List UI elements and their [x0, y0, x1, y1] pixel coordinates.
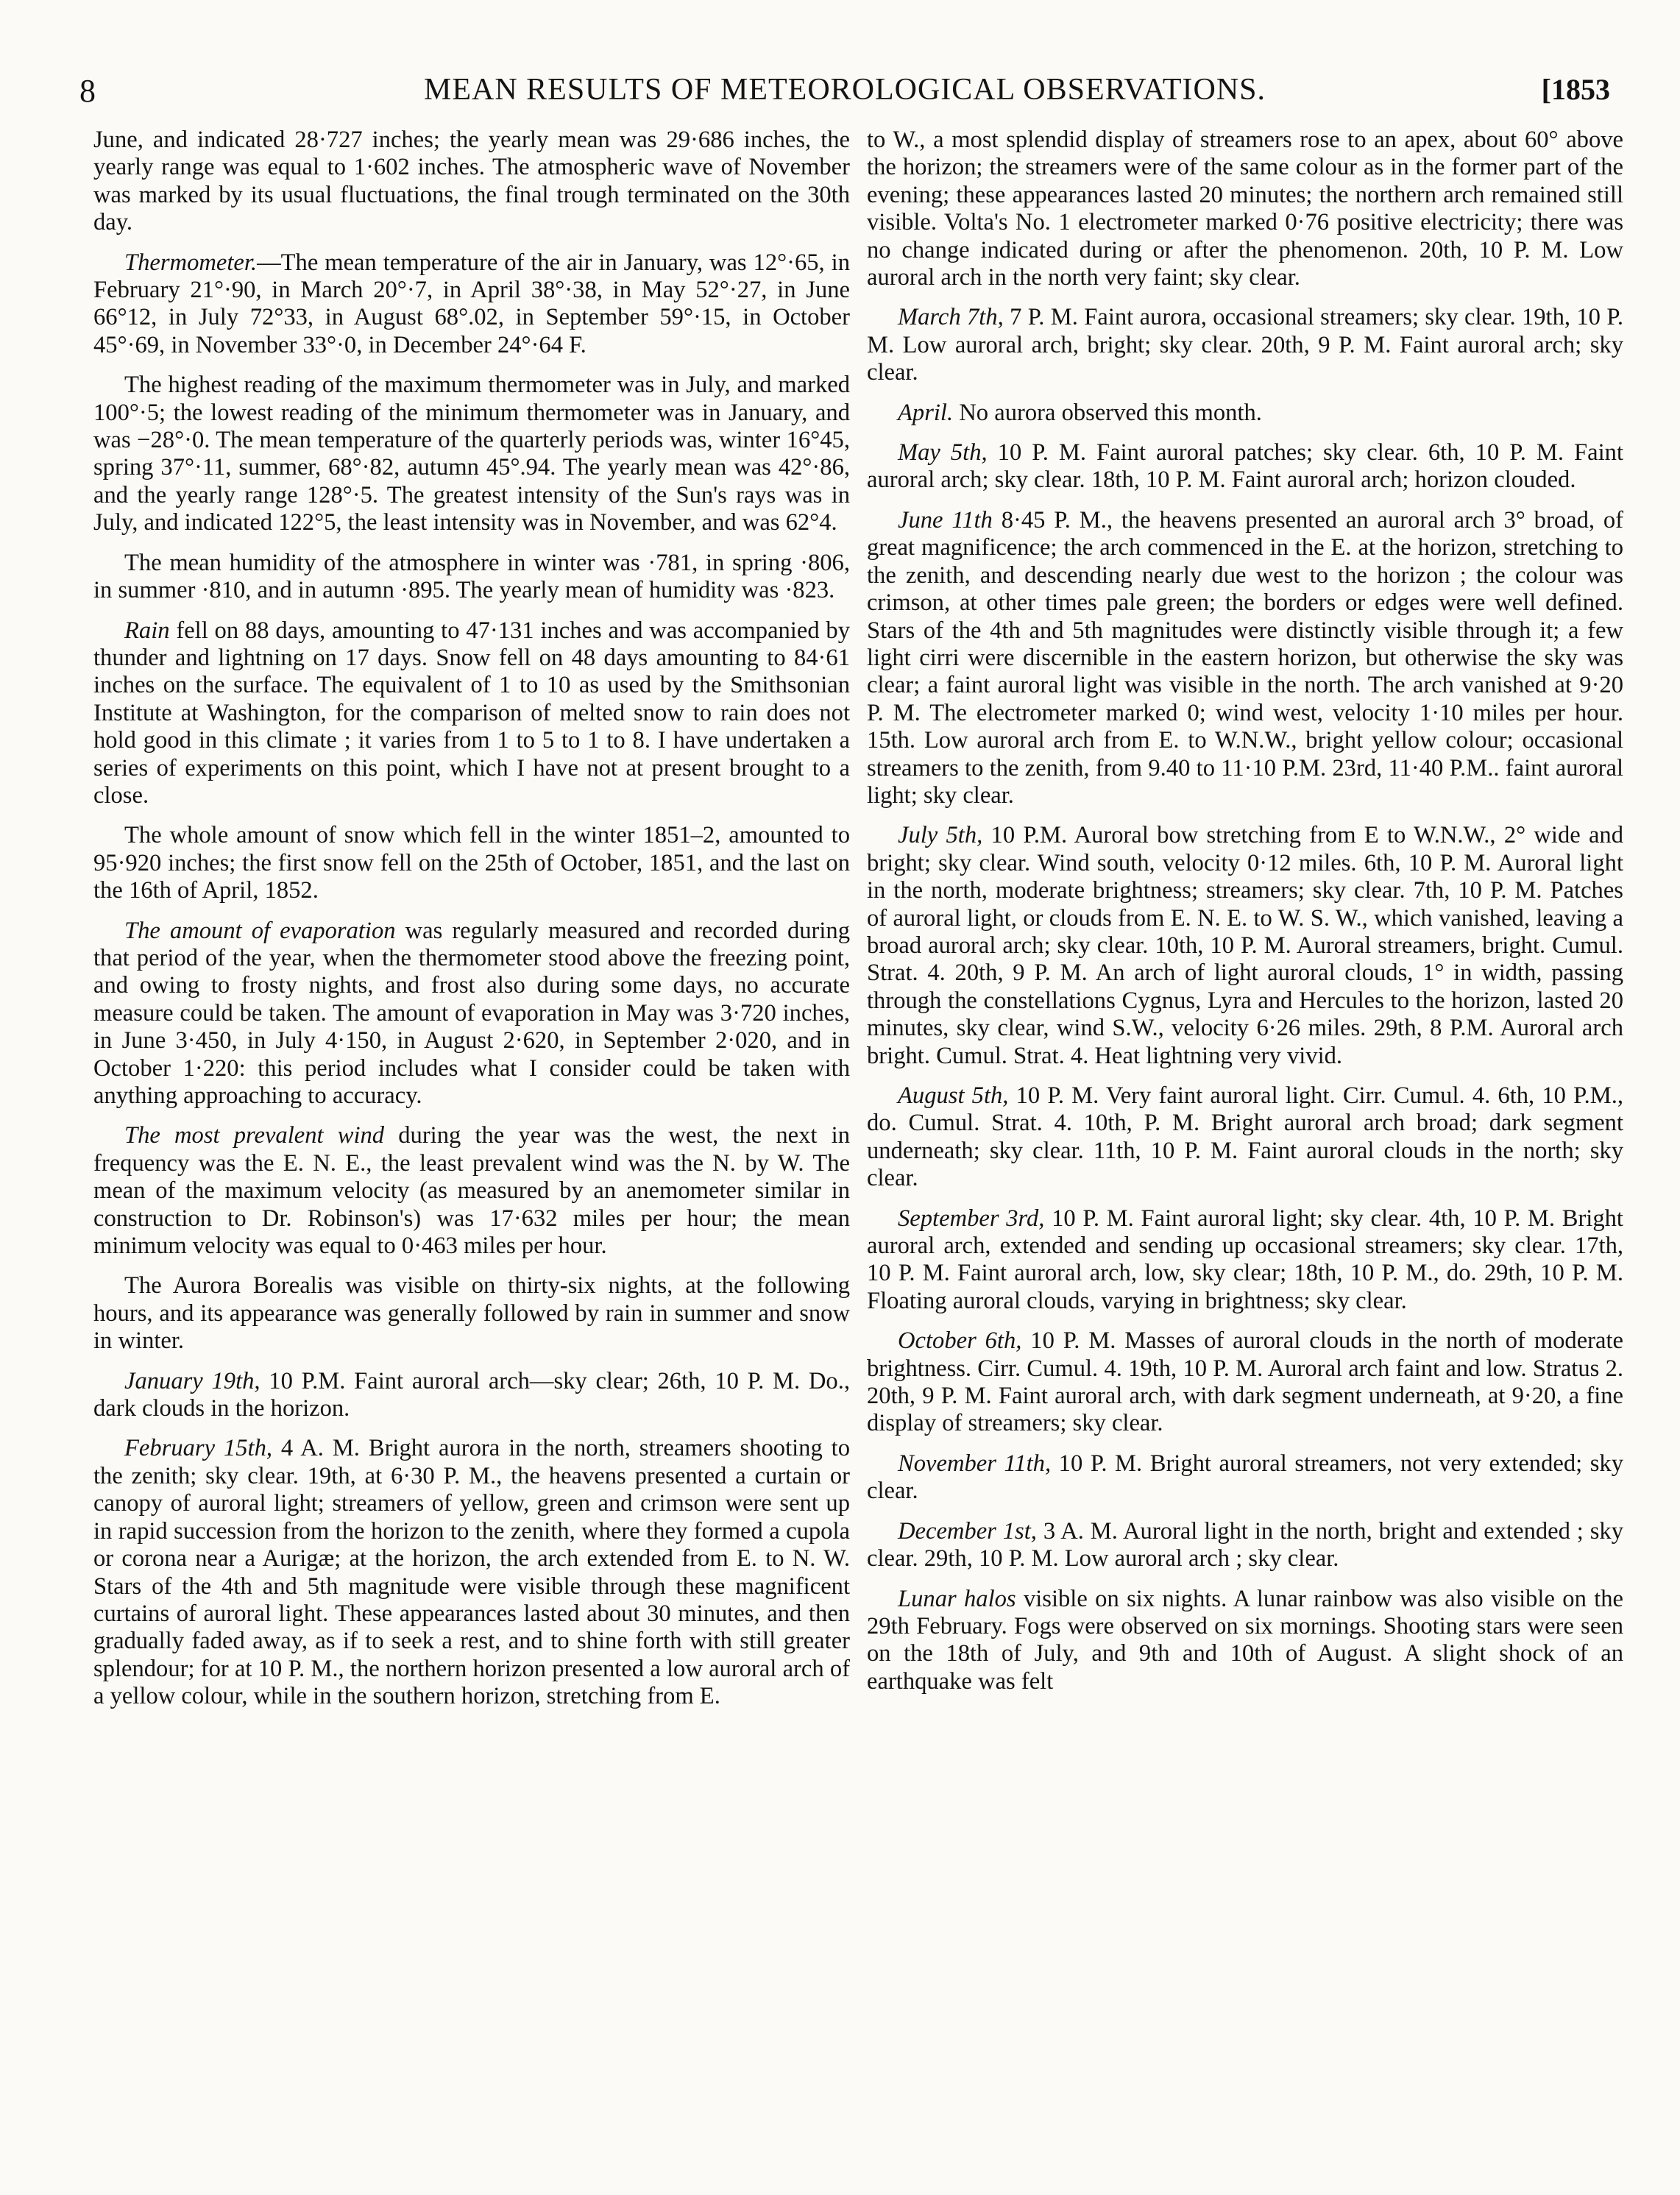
- paragraph-lead: May 5th,: [898, 439, 988, 467]
- paragraph-may: May 5th, 10 P. M. Faint auroral patches; sky clear. 6th, 10 P. M. Faint auroral arch; sky clear. 18th, 10 P. M. Faint auroral arch; horizon clouded.: [867, 439, 1623, 494]
- paragraph-july: July 5th, 10 P.M. Auroral bow stretching from E to W.N.W., 2° wide and bright; sky clear. Wind south, velocity 0·12 miles. 6th, 10 P. M. Auroral light in the north, moderate brightness; streamers; sky clear. 7th, 10 P. M. Patches of auroral light, or clouds from E. N. E. to W. S. W., which vanished, leaving a broad auroral arch; sky clear. 10th, 10 P. M. Auroral streamers, bright. Cumul. Strat. 4. 20th, 9 P. M. An arch of light auroral clouds, 1° in width, passing through the constellations Cygnus, Lyra and Hercules to the horizon, lasted 20 minutes, sky clear, wind S.W., velocity 6·26 miles. 29th, 8 P.M. Auroral arch bright. Cumul. Strat. 4. Heat lightning very vivid.: [867, 822, 1623, 1069]
- left-column: [93, 127, 850, 1723]
- paragraph-lead: The amount of evaporation: [124, 917, 396, 944]
- paragraph-lead: August 5th,: [898, 1082, 1009, 1109]
- paragraph: The highest reading of the maximum thermometer was in July, and marked 100°·5; the lowest reading of the minimum thermometer was in January, and was −28°·0. The mean temperature of the quarterly periods was, winter 16°45, spring 37°·11, summer, 68°·82, autumn 45°.94. The yearly mean was 42°·86, and the yearly range 128°·5. The greatest intensity of the Sun's rays was in July, and indicated 122°5, the least intensity was in November, and was 62°4.: [93, 372, 850, 536]
- paragraph-april: April. No aurora observed this month.: [898, 399, 1262, 426]
- paragraph: The mean humidity of the atmosphere in winter was ·781, in spring ·806, in summer ·810, and in autumn ·895. The yearly mean of humidity was ·823.: [93, 549, 850, 604]
- paragraph-november: November 11th, 10 P. M. Bright auroral streamers, not very extended; sky clear.: [867, 1450, 1623, 1505]
- page-number: 8: [79, 73, 96, 109]
- page-header: [79, 68, 1610, 112]
- paragraph-lead: November 11th,: [898, 1450, 1052, 1477]
- year-mark: [1853: [1541, 73, 1610, 106]
- right-column: [867, 127, 1623, 1708]
- paragraph-lead: September 3rd,: [898, 1205, 1045, 1232]
- paragraph-lead: June 11th: [898, 506, 993, 533]
- paragraph-lead: Thermometer.: [124, 249, 258, 276]
- paragraph-lead: July 5th,: [898, 822, 983, 849]
- paragraph-march: March 7th, 7 P. M. Faint aurora, occasional streamers; sky clear. 19th, 10 P. M. Low auroral arch, bright; sky clear. 20th, 9 P. M. Faint auroral arch; sky clear.: [867, 304, 1623, 386]
- paragraph: June, and indicated 28·727 inches; the yearly mean was 29·686 inches, the yearly range was equal to 1·602 inches. The atmospheric wave of November was marked by its usual fluctuations, the final trough terminated on the 30th day.: [93, 127, 850, 236]
- paragraph: The whole amount of snow which fell in the winter 1851–2, amounted to 95·920 inches; the first snow fell on the 25th of October, 1851, and the last on the 16th of April, 1852.: [93, 822, 850, 904]
- paragraph-thermometer: Thermometer.—The mean temperature of the air in January, was 12°·65, in February 21°·90, in March 20°·7, in April 38°·38, in May 52°·27, in June 66°12, in July 72°33, in August 68°.02, in September 59°·15, in October 45°·69, in November 33°·0, in December 24°·64 F.: [93, 249, 850, 358]
- paragraph-december: December 1st, 3 A. M. Auroral light in the north, bright and extended ; sky clear. 29th, 10 P. M. Low auroral arch ; sky clear.: [867, 1517, 1624, 1572]
- paragraph-january: January 19th, 10 P.M. Faint auroral arch—sky clear; 26th, 10 P. M. Do., dark clouds in the horizon.: [93, 1367, 850, 1422]
- paragraph-october: October 6th, 10 P. M. Masses of auroral clouds in the north of moderate brightness. Cirr. Cumul. 4. 19th, 10 P. M. Auroral arch faint and low. Stratus 2. 20th, 9 P. M. Faint auroral arch, with dark segment underneath, at 9·20, a fine display of streamers; sky clear.: [867, 1327, 1623, 1437]
- paragraph-wind: The most prevalent wind during the year was the west, the next in frequency was the E. N. E., the least prevalent wind was the N. by W. The mean of the maximum velocity (as measured by an anemometer similar in construction to Dr. Robinson's) was 17·632 miles per hour; the mean minimum velocity was equal to 0·463 miles per hour.: [93, 1122, 850, 1260]
- paragraph-lead: January 19th,: [124, 1367, 260, 1394]
- paragraph-february: February 15th, 4 A. M. Bright aurora in the north, streamers shooting to the zenith; sky clear. 19th, at 6·30 P. M., the heavens presented a curtain or canopy of auroral light; streamers of yellow, green and crimson were sent up in rapid succession from the horizon to the zenith, where they formed a cupola or corona near a Aurigæ; at the horizon, the arch extended from E. to N. W. Stars of the 4th and 5th magnitude were visible through these magnificent curtains of auroral light. These appearances lasted about 30 minutes, and then gradually faded away, as if to seek a rest, and to shine forth with still greater splendour; for at 10 P. M., the northern horizon presented a low auroral arch of a yellow colour, while in the southern horizon, stretching from E.: [93, 1435, 850, 1710]
- paragraph-evaporation: The amount of evaporation was regularly measured and recorded during that period of the year, when the thermometer stood above the freezing point, and owing to frosty nights, and frost also during some days, no accurate measure could be taken. The amount of evaporation in May was 3·720 inches, in June 3·450, in July 4·150, in August 2·620, in September 2·020, and in October 1·220: this period includes what I consider could be taken with anything approaching to accuracy.: [93, 917, 850, 1109]
- paragraph-lead: February 15th,: [124, 1435, 272, 1462]
- running-title: MEAN RESULTS OF METEOROLOGICAL OBSERVATIONS.: [423, 73, 1266, 107]
- paragraph-august: August 5th, 10 P. M. Very faint auroral light. Cirr. Cumul. 4. 6th, 10 P.M., do. Cumul. Strat. 4. 10th, P. M. Bright auroral arch broad; dark segment underneath; sky clear. 11th, 10 P. M. Faint auroral clouds in the north; sky clear.: [867, 1082, 1623, 1192]
- paragraph-june: June 11th 8·45 P. M., the heavens presented an auroral arch 3° broad, of great magnificence; the arch commenced in the E. at the horizon, stretching to the zenith, and descending nearly due west to the horizon ; the colour was crimson, at other times pale green; the borders or edges were well defined. Stars of the 4th and 5th magnitudes were distinctly visible through it; a few light cirri were discernible in the eastern horizon, but otherwise the sky was clear; a faint auroral light was visible in the north. The arch vanished at 9·20 P. M. The electrometer marked 0; wind west, velocity 1·10 miles per hour. 15th. Low auroral arch from E. to W.N.W., bright yellow colour; occasional streamers to the zenith, from 9.40 to 11·10 P.M. 23rd, 11·40 P.M.. faint auroral light; sky clear.: [867, 506, 1623, 809]
- paragraph-lead: The most prevalent wind: [124, 1122, 385, 1149]
- paragraph-aurora: The Aurora Borealis was visible on thirty-six nights, at the following hours, and its appearance was generally followed by rain in summer and snow in winter.: [93, 1272, 850, 1355]
- paragraph-september: September 3rd, 10 P. M. Faint auroral light; sky clear. 4th, 10 P. M. Bright auroral arch, extended and sending up occasional streamers; sky clear. 17th, 10 P. M. Faint auroral arch, low, sky clear; 18th, 10 P. M., do. 29th, 10 P. M. Floating auroral clouds, varying in brightness; sky clear.: [867, 1205, 1623, 1314]
- paragraph: to W., a most splendid display of streamers rose to an apex, about 60° above the horizon; the streamers were of the same colour as in the former part of the evening; these appearances lasted 20 minutes; the northern arch remained still visible. Volta's No. 1 electrometer marked 0·76 positive electricity; there was no change indicated during or after the phenomenon. 20th, 10 P. M. Low auroral arch in the north very faint; sky clear.: [867, 127, 1623, 291]
- paragraph-lead: Rain: [124, 617, 170, 644]
- paragraph-lead: April.: [898, 399, 954, 426]
- paragraph-rain: Rain fell on 88 days, amounting to 47·131 inches and was accompanied by thunder and lightning on 17 days. Snow fell on 48 days amounting to 84·61 inches on the surface. The equivalent of 1 to 10 as used by the Smithsonian Institute at Washington, for the comparison of melted snow to rain does not hold good in this climate ; it varies from 1 to 5 to 1 to 8. I have undertaken a series of experiments on this point, which I have not at present brought to a close.: [93, 617, 850, 809]
- paragraph-lead: October 6th,: [898, 1327, 1022, 1355]
- paragraph-lead: Lunar halos: [898, 1585, 1016, 1612]
- paragraph-lead: March 7th,: [898, 304, 1004, 331]
- paragraph-lunar-halos: Lunar halos visible on six nights. A lunar rainbow was also visible on the 29th February. Fogs were observed on six mornings. Shooting stars were seen on the 18th of July, and 9th and 10th of August. A slight shock of an earthquake was felt: [867, 1585, 1623, 1695]
- paragraph-lead: December 1st,: [898, 1517, 1037, 1545]
